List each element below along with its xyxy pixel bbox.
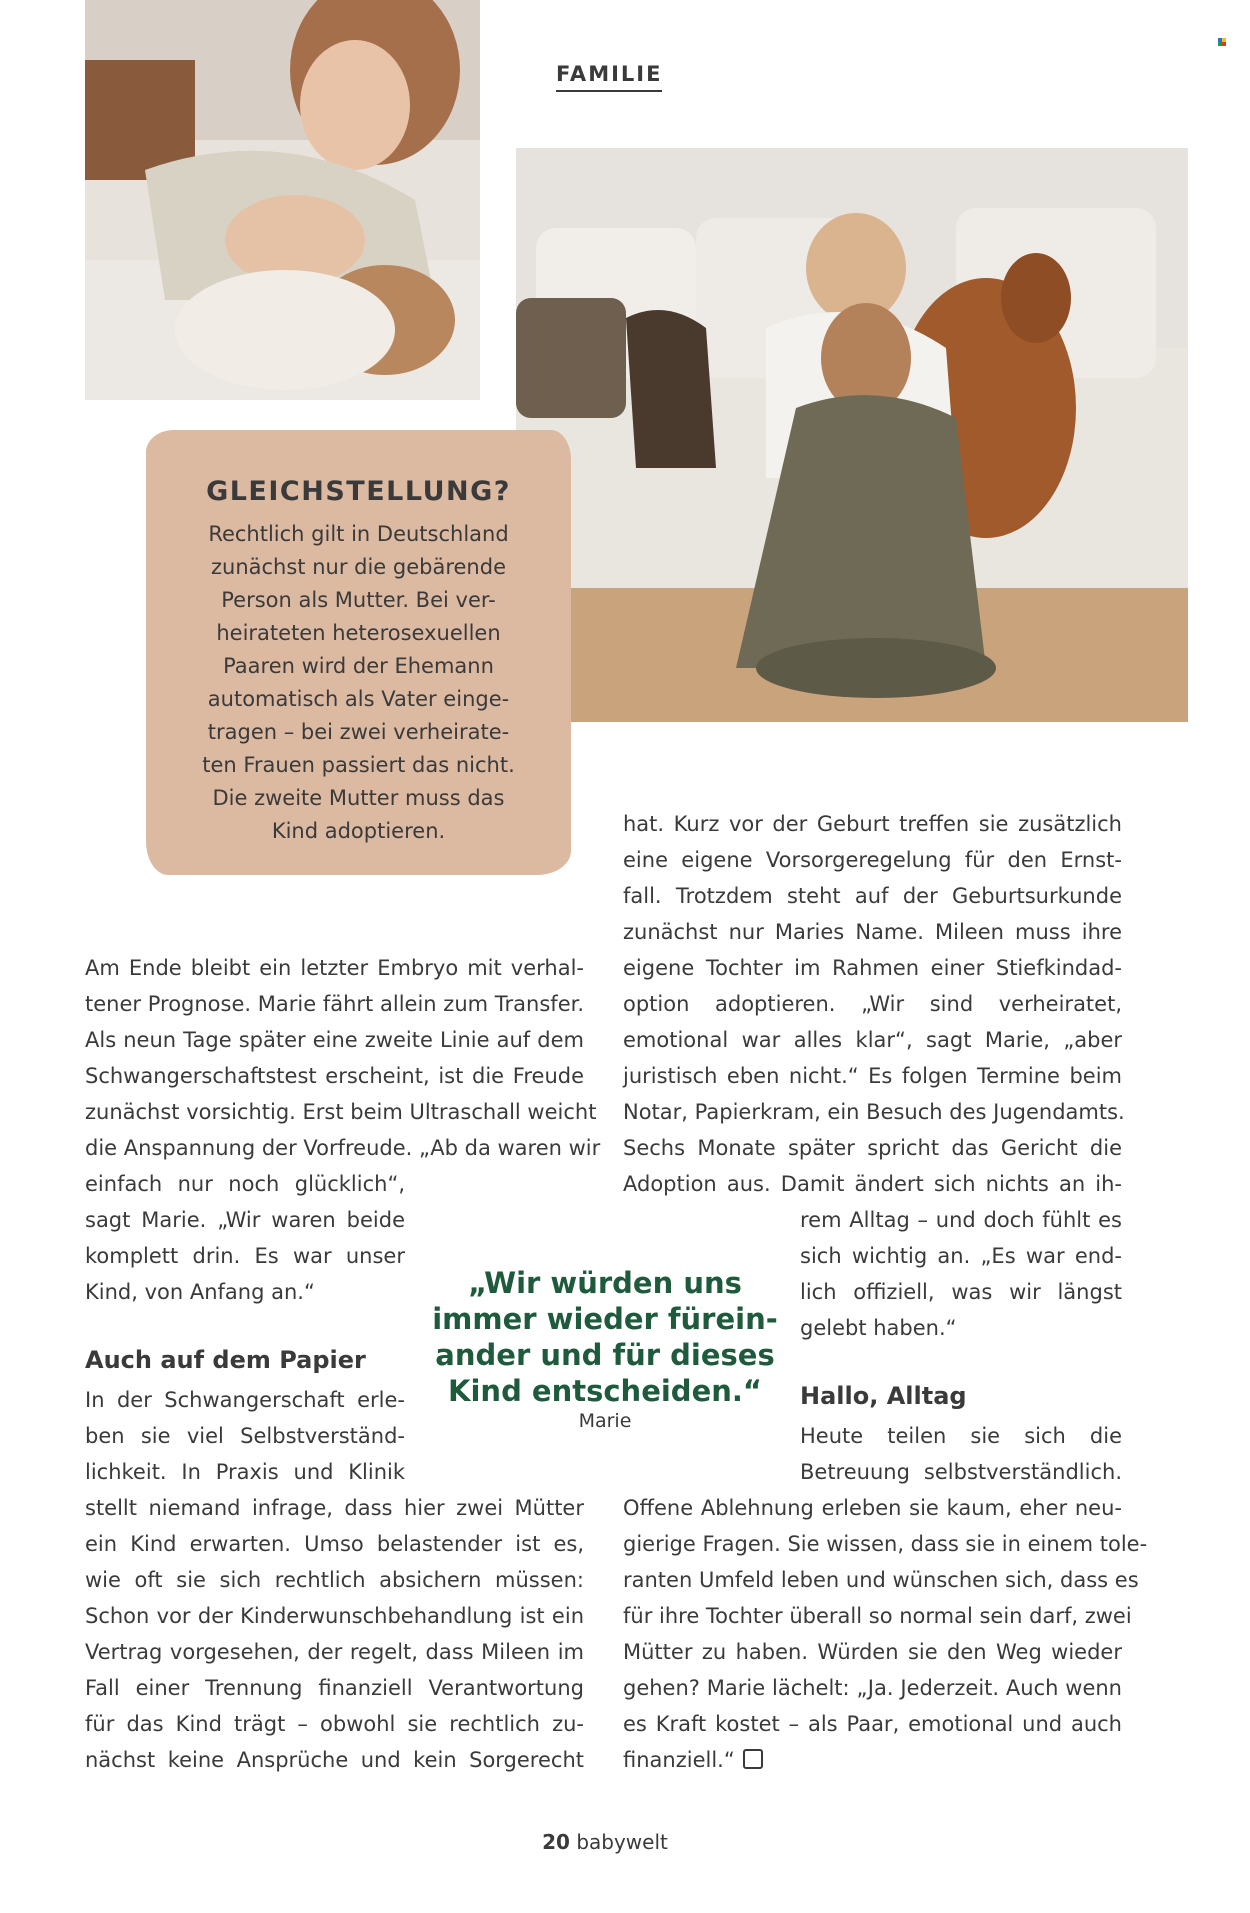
- body-text-line: für ihre Tochter überall so normal sein darf, zwei: [623, 1604, 1132, 1628]
- body-text-line: hat. Kurz vor der Geburt treffen sie zusätzlich: [623, 812, 1122, 836]
- body-text-line: Offene Ablehnung erleben sie kaum, eher neu-: [623, 1496, 1122, 1520]
- body-text-line: Als neun Tage später eine zweite Linie auf dem: [85, 1028, 584, 1052]
- body-text-line: gierige Fragen. Sie wissen, dass sie in einem tole-: [623, 1532, 1148, 1556]
- info-box-line: zunächst nur die gebärende: [210, 555, 506, 579]
- body-text-line-last: [623, 1742, 1122, 1778]
- body-text-line: fall. Trotzdem steht auf der Geburtsurkunde: [623, 884, 1122, 908]
- photo-couple-with-dogs: [516, 148, 1188, 722]
- body-text-line: einfach nur noch glücklich“,: [85, 1172, 405, 1196]
- body-text-line: eine eigene Vorsorgeregelung für den Ernst-: [623, 848, 1122, 872]
- body-text-line: Schon vor der Kinderwunschbehandlung ist ein: [85, 1604, 584, 1628]
- body-text-line: Sechs Monate später spricht das Gericht die: [623, 1136, 1122, 1160]
- info-box-title: GLEICHSTELLUNG?: [206, 476, 511, 507]
- body-text-line: sich wichtig an. „Es war end-: [800, 1244, 1122, 1268]
- body-text-line: eigene Tochter im Rahmen einer Stiefkindad-: [623, 956, 1122, 980]
- body-text-line: gelebt haben.“: [800, 1316, 957, 1340]
- info-box-line: automatisch als Vater einge-: [207, 687, 510, 711]
- pull-quote-author: Marie: [578, 1410, 632, 1432]
- section-label: FAMILIE: [556, 62, 662, 92]
- body-text-line: Notar, Papierkram, ein Besuch des Jugendamts.: [623, 1100, 1125, 1124]
- body-text-line: zunächst nur Maries Name. Mileen muss ihre: [623, 920, 1122, 944]
- pull-quote-line: ander und für dieses: [435, 1338, 775, 1372]
- magazine-name: babywelt: [576, 1830, 668, 1854]
- info-box-line: Paaren wird der Ehemann: [223, 654, 494, 678]
- photo-mother-with-baby: [85, 0, 480, 400]
- body-text-line: Am Ende bleibt ein letzter Embryo mit verhal-: [85, 956, 584, 980]
- body-text-line: ein Kind erwarten. Umso belastender ist es,: [85, 1532, 584, 1556]
- body-text-line: für das Kind trägt – obwohl sie rechtlich zu-: [85, 1712, 584, 1736]
- info-box-line: Kind adoptieren.: [271, 819, 446, 843]
- body-text-line: tener Prognose. Marie fährt allein zum Transfer.: [85, 992, 584, 1016]
- body-text-line: juristisch eben nicht.“ Es folgen Termine beim: [623, 1064, 1122, 1088]
- info-box-line: Person als Mutter. Bei ver-: [221, 588, 496, 612]
- print-color-mark-icon: [1218, 38, 1226, 46]
- body-text-line: emotional war alles klar“, sagt Marie, „aber: [623, 1028, 1122, 1052]
- subheading-auch-auf-dem-papier: Auch auf dem Papier: [85, 1346, 366, 1374]
- body-text-line: lich offiziell, was wir längst: [800, 1280, 1122, 1304]
- body-text-line: stellt niemand infrage, dass hier zwei Mütter: [85, 1496, 584, 1520]
- info-box-line: heirateten heterosexuellen: [216, 621, 501, 645]
- body-text-line: option adoptieren. „Wir sind verheiratet,: [623, 992, 1122, 1016]
- info-box-line: ten Frauen passiert das nicht.: [202, 753, 515, 777]
- body-text-line: Fall einer Trennung finanziell Verantwortung: [85, 1676, 584, 1700]
- body-text-line: gehen? Marie lächelt: „Ja. Jederzeit. Auch wenn: [623, 1676, 1122, 1700]
- body-text-line: es Kraft kostet – als Paar, emotional und auch: [623, 1712, 1122, 1736]
- body-text-line: wie oft sie sich rechtlich absichern müssen:: [85, 1568, 584, 1592]
- body-text-line: Vertrag vorgesehen, der regelt, dass Mileen im: [85, 1640, 584, 1664]
- pull-quote-line: „Wir würden uns: [468, 1266, 742, 1300]
- info-box-line: Rechtlich gilt in Deutschland: [208, 522, 509, 546]
- info-box-line: Die zweite Mutter muss das: [212, 786, 505, 810]
- body-text-line: Mütter zu haben. Würden sie den Weg wieder: [623, 1640, 1122, 1664]
- page-footer: [0, 1830, 1210, 1854]
- pull-quote-line: Kind entscheiden.“: [448, 1374, 762, 1408]
- body-text-line: Adoption aus. Damit ändert sich nichts an ih-: [623, 1172, 1122, 1196]
- end-of-article-square-icon: [743, 1749, 763, 1769]
- body-text-line: In der Schwangerschaft erle-: [85, 1388, 405, 1412]
- body-text-line: komplett drin. Es war unser: [85, 1244, 405, 1268]
- body-text-line: Heute teilen sie sich die: [800, 1424, 1122, 1448]
- page-number: 20: [542, 1830, 570, 1854]
- body-text-line: sagt Marie. „Wir waren beide: [85, 1208, 405, 1232]
- body-text-line: lichkeit. In Praxis und Klinik: [85, 1460, 405, 1484]
- body-text-line: die Anspannung der Vorfreude. „Ab da waren wir: [85, 1136, 601, 1160]
- info-box-line: tragen – bei zwei verheirate-: [207, 720, 510, 744]
- body-text-line: rem Alltag – und doch fühlt es: [800, 1208, 1122, 1232]
- body-text-line: Betreuung selbstverständlich.: [800, 1460, 1122, 1484]
- body-text-line: ben sie viel Selbstverständ-: [85, 1424, 405, 1448]
- body-text-line: Schwangerschaftstest erscheint, ist die Freude: [85, 1064, 584, 1088]
- body-text-last-words: finanziell.“: [623, 1748, 735, 1772]
- body-text-line: zunächst vorsichtig. Erst beim Ultraschall weicht: [85, 1100, 597, 1124]
- body-text-line: Kind, von Anfang an.“: [85, 1280, 315, 1304]
- pull-quote-line: immer wieder fürein-: [432, 1302, 778, 1336]
- body-text-line: ranten Umfeld leben und wünschen sich, dass es: [623, 1568, 1139, 1592]
- subheading-hallo-alltag: Hallo, Alltag: [800, 1382, 967, 1410]
- body-text-line: nächst keine Ansprüche und kein Sorgerecht: [85, 1748, 584, 1772]
